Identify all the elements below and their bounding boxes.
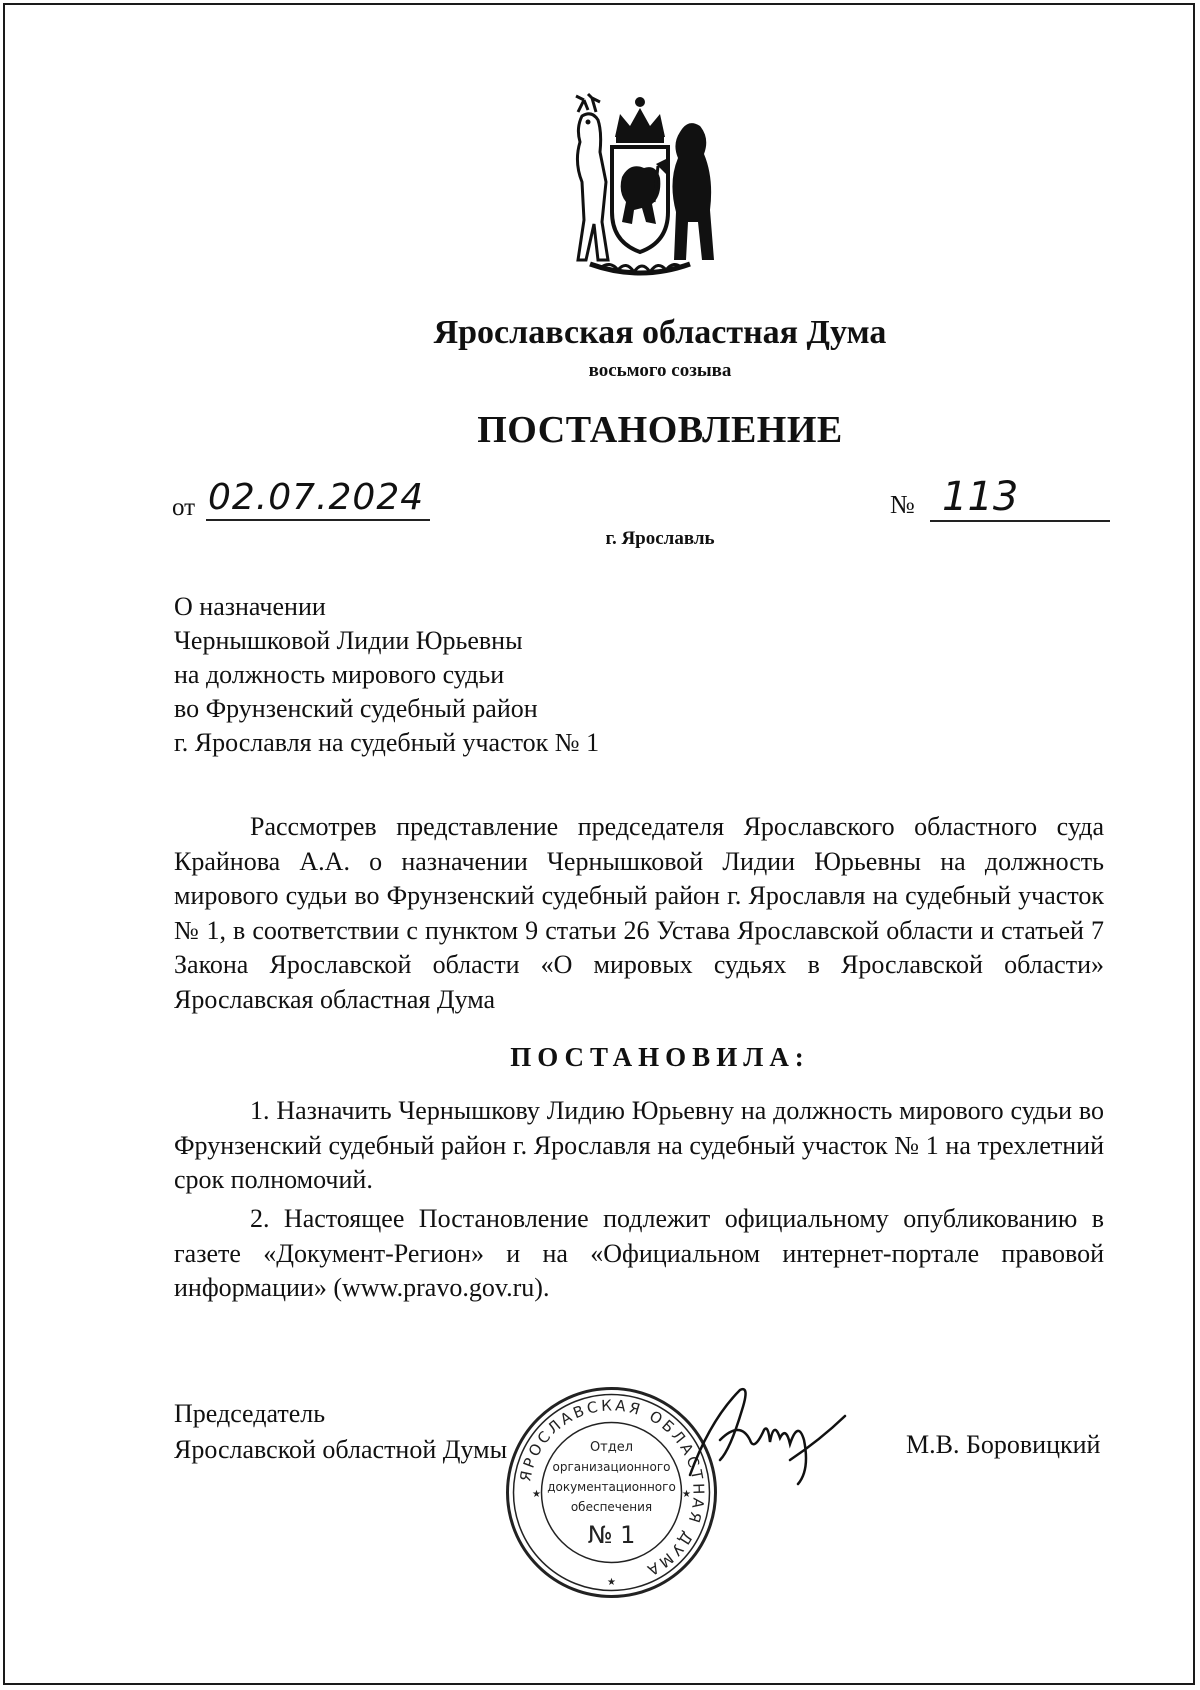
seal-line: документационного — [547, 1480, 676, 1494]
subject-line: г. Ярославля на судебный участок № 1 — [174, 728, 600, 757]
svg-text:★: ★ — [607, 1577, 616, 1588]
signatory-title-line1: Председатель — [174, 1399, 326, 1428]
city: г. Ярославль — [605, 528, 715, 549]
subject-line: О назначении — [174, 592, 326, 621]
coat-of-arms-icon — [560, 92, 720, 277]
number-underline — [930, 520, 1110, 522]
decree-item-1: 1. Назначить Чернышкову Лидию Юрьевну на должность мирового судьи во Фрунзенский судебный район г. Ярославля на судебный участок № 1 на трехлетний срок полномочий. — [174, 1096, 1104, 1194]
subject-block — [174, 590, 599, 760]
subject-line: Чернышковой Лидии Юрьевны — [174, 626, 523, 655]
handwritten-signature-icon — [680, 1380, 850, 1490]
seal-line: организационного — [552, 1460, 671, 1474]
subject-line: во Фрунзенский судебный район — [174, 694, 538, 723]
signatory-name: М.В. Боровицкий — [906, 1430, 1101, 1459]
signatory-title-line2: Ярославской областной Думы — [174, 1435, 508, 1464]
seal-number: № 1 — [587, 1521, 636, 1549]
seal-line: Отдел — [589, 1440, 634, 1455]
signatory-title — [174, 1396, 507, 1468]
date-handwritten: 02.07.2024 — [206, 477, 430, 521]
seal-ring-text: ЯРОСЛАВСКАЯ ОБЛАСТНАЯ ДУМА — [516, 1396, 708, 1581]
organization-name: Ярославская областная Дума — [433, 314, 887, 351]
seal-line: обеспечения — [570, 1500, 653, 1514]
subject-line: на должность мирового судьи — [174, 660, 505, 689]
date-prefix: от — [172, 494, 196, 521]
number-prefix: № — [890, 490, 915, 519]
decree-heading: ПОСТАНОВИЛА: — [510, 1042, 810, 1072]
svg-text:★: ★ — [532, 1489, 541, 1500]
preamble-paragraph: Рассмотрев представление председателя Ярославского областного суда Крайнова А.А. о назначении Чернышковой Лидии Юрьевны на должность мирового судьи во Фрунзенский судебный район г. Ярославля на судебный участок № 1, в соответствии с пунктом 9 статьи 26 Устава Ярославской области и статьей 7 Закона Ярославской области «О мировых судьях в Ярославской области» Ярославская областная Дума — [174, 812, 1104, 1014]
svg-text:★: ★ — [682, 1489, 691, 1500]
decree-item-2: 2. Настоящее Постановление подлежит официальному опубликованию в газете «Документ-Регион» и на «Официальном интернет-портале правовой информации» (www.pravo.gov.ru). — [174, 1204, 1104, 1302]
convocation: восьмого созыва — [588, 360, 732, 381]
document-type: ПОСТАНОВЛЕНИЕ — [477, 409, 843, 451]
number-handwritten: 113 — [942, 474, 1019, 520]
